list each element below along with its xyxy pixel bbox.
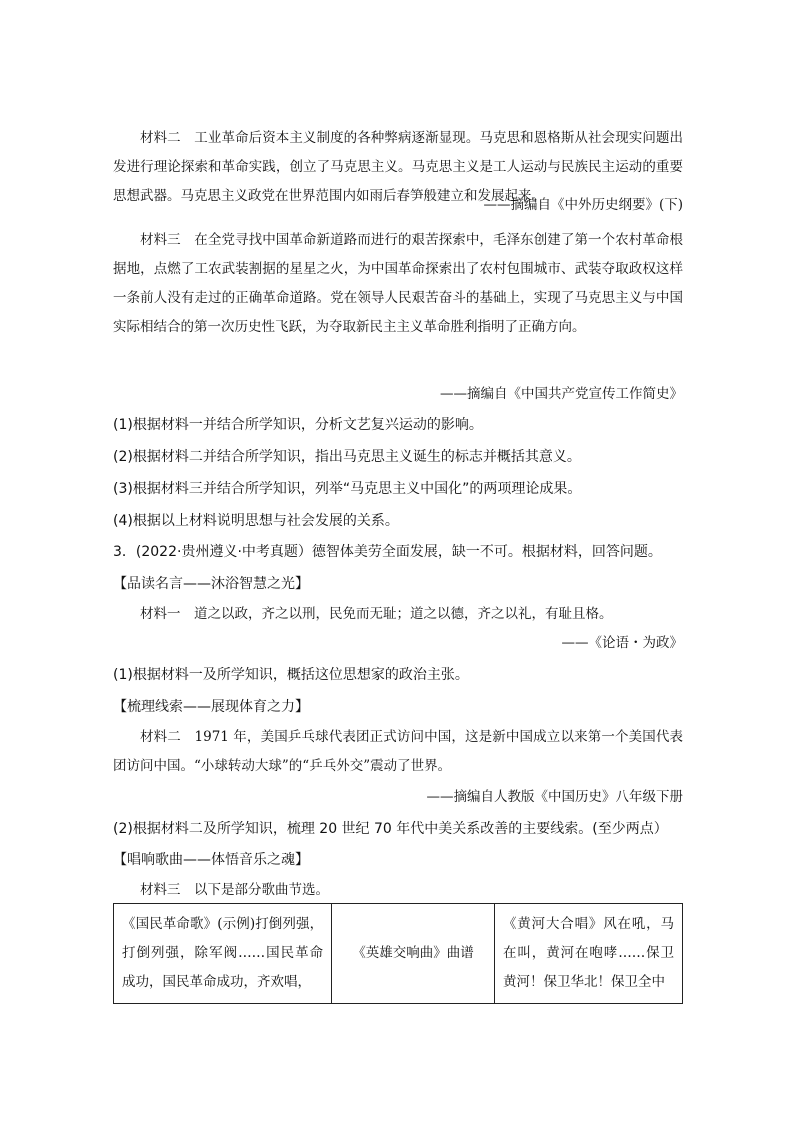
material-2-source: ——摘编自《中外历史纲要》(下) [483,197,683,213]
song-cell-eroica: 《英雄交响曲》曲谱 [332,904,495,1004]
question-item: (1)根据材料一并结合所学知识，分析文艺复兴运动的影响。 [113,417,483,433]
song-cell-yellow-river: 《黄河大合唱》风在吼，马在叫，黄河在咆哮……保卫黄河！保卫华北！保卫全中 [494,904,682,1004]
section-1-question: (1)根据材料一及所学知识，概括这位思想家的政治主张。 [113,667,469,683]
song-cell-national-revolution: 《国民革命歌》(示例)打倒列强，打倒列强，除军阀……国民革命成功，国民革命成功，齐欢唱， [114,904,332,1004]
material-3-paragraph: 材料三 在全党寻找中国革命新道路而进行的艰苦探索中，毛泽东创建了第一个农村革命根据地，点燃了工农武装割据的星星之火，为中国革命探索出了农村包围城市、武装夺取政权这样一条前人没有走过的正确革命道路。党在领导人民艰苦奋斗的基础上，实现了马克思主义与中国实际相结合的第一次历史性飞跃，为夺取新民主主义革命胜利指明了正确方向。 [113,232,683,335]
question-3-stem: 3．(2022·贵州遵义·中考真题）德智体美劳全面发展，缺一不可。根据材料，回答问题。 [113,544,662,560]
section-title-music: 【唱响歌曲——体悟音乐之魂】 [113,852,309,868]
question-item: (4)根据以上材料说明思想与社会发展的关系。 [113,513,399,529]
section-1-material: 材料一 道之以政，齐之以刑，民免而无耻；道之以德，齐之以礼，有耻且格。 [140,606,613,622]
section-title-sports: 【梳理线索——展现体育之力】 [113,699,309,715]
section-3-material: 材料三 以下是部分歌曲节选。 [140,882,329,898]
section-1-source: ——《论语・为政》 [561,635,683,651]
material-2-paragraph: 材料二 工业革命后资本主义制度的各种弊病逐渐显现。马克思和恩格斯从社会现实问题出发进行理论探索和革命实践，创立了马克思主义。马克思主义是工人运动与民族民主运动的重要思想武器。马克思主义政党在世界范围内如雨后春笋般建立和发展起来。 [113,130,683,204]
question-item: (3)根据材料三并结合所学知识，列举“马克思主义中国化”的两项理论成果。 [113,481,582,497]
material-3-source: ——摘编自《中国共产党宣传工作简史》 [440,386,683,402]
table-row [114,904,683,1004]
section-title-quotes: 【品读名言——沐浴智慧之光】 [113,576,309,592]
section-2-material: 材料二 1971 年，美国乒乓球代表团正式访问中国，这是新中国成立以来第一个美国代表团访问中国。“小球转动大球”的“乒乓外交”震动了世界。 [113,729,683,774]
songs-table [113,903,683,1004]
question-item: (2)根据材料二并结合所学知识，指出马克思主义诞生的标志并概括其意义。 [113,449,581,465]
section-2-question: (2)根据材料二及所学知识，梳理 20 世纪 70 年代中美关系改善的主要线索。(至少两点） [113,821,668,837]
section-2-source: ——摘编自人教版《中国历史》八年级下册 [426,789,683,805]
